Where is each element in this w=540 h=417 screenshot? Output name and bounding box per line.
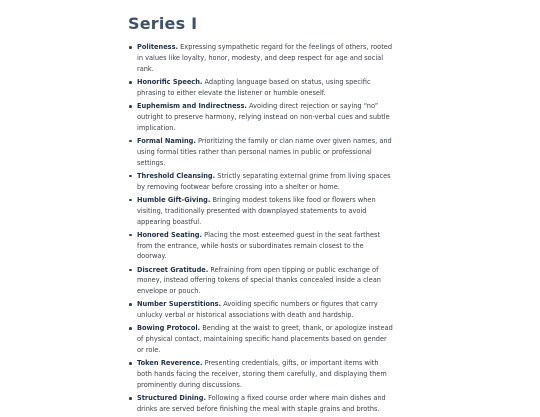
item-term: Euphemism and Indirectness. (137, 101, 247, 110)
list-item (137, 42, 395, 75)
item-term: Discreet Gratitude. (137, 265, 209, 274)
item-term: Formal Naming. (137, 136, 196, 145)
list-item (137, 230, 395, 263)
list-item (137, 265, 395, 298)
item-text: Expressing sympathetic regard for the feelings of others, rooted in values like loyalty, honor, modesty, and deep respect for age and social rank. (137, 43, 393, 73)
page-title: Series I (128, 14, 198, 33)
list-item (137, 358, 395, 391)
item-term: Token Reverence. (137, 359, 203, 368)
item-term: Structured Dining. (137, 394, 206, 403)
item-text: Adapting language based on status, using specific phrasing to either elevate the listener or humble oneself. (137, 77, 371, 97)
item-text: Avoiding direct rejection or saying “no” outright to preserve harmony, relying instead on non-verbal cues and subtle implication. (137, 101, 390, 132)
list-item (137, 299, 395, 321)
list-item (137, 171, 395, 193)
item-text: Presenting credentials, gifts, or important items with both hands facing the receiver, storing them carefully, and displaying them prominently during discussions. (137, 359, 387, 390)
list-item (137, 393, 395, 415)
item-text: Refraining from open tipping or public exchange of money, instead offering tokens of special thanks concealed inside a clean envelope or pouch. (137, 265, 381, 296)
list-item (137, 195, 395, 228)
list-item (137, 101, 395, 134)
item-term: Honorific Speech. (137, 77, 203, 86)
item-term: Honored Seating. (137, 230, 203, 239)
item-term: Number Superstitions. (137, 300, 222, 309)
item-text: Avoiding specific numbers or figures that carry unlucky verbal or historical associations with death and hardship. (137, 300, 378, 320)
item-text: Prioritizing the family or clan name over given names, and using formal titles rather than personal names in public or professional settings. (137, 136, 392, 167)
item-term: Humble Gift-Giving. (137, 195, 211, 204)
list-item (137, 136, 395, 169)
item-text: Bringing modest tokens like food or flowers when visiting, traditionally presented with downplayed statements to avoid appearing boastful. (137, 195, 376, 226)
list-item (137, 77, 395, 99)
item-text: Bending at the waist to greet, thank, or apologize instead of physical contact, maintaining specific hand placements based on gender or role. (137, 324, 393, 355)
item-text: Placing the most esteemed guest in the seat farthest from the entrance, while hosts or subordinates remain closest to the doorway. (137, 230, 381, 261)
item-text: Strictly separating external grime from living spaces by removing footwear before crossing into a shelter or home. (137, 171, 391, 191)
item-term: Threshold Cleansing. (137, 171, 216, 180)
item-term: Bowing Protocol. (137, 324, 201, 333)
list-item (137, 323, 395, 356)
item-text: Following a fixed course order where main dishes and drinks are served before finishing the meal with staple grains and broths. (137, 394, 386, 414)
item-term: Politeness. (137, 43, 179, 51)
etiquette-list (126, 42, 395, 417)
